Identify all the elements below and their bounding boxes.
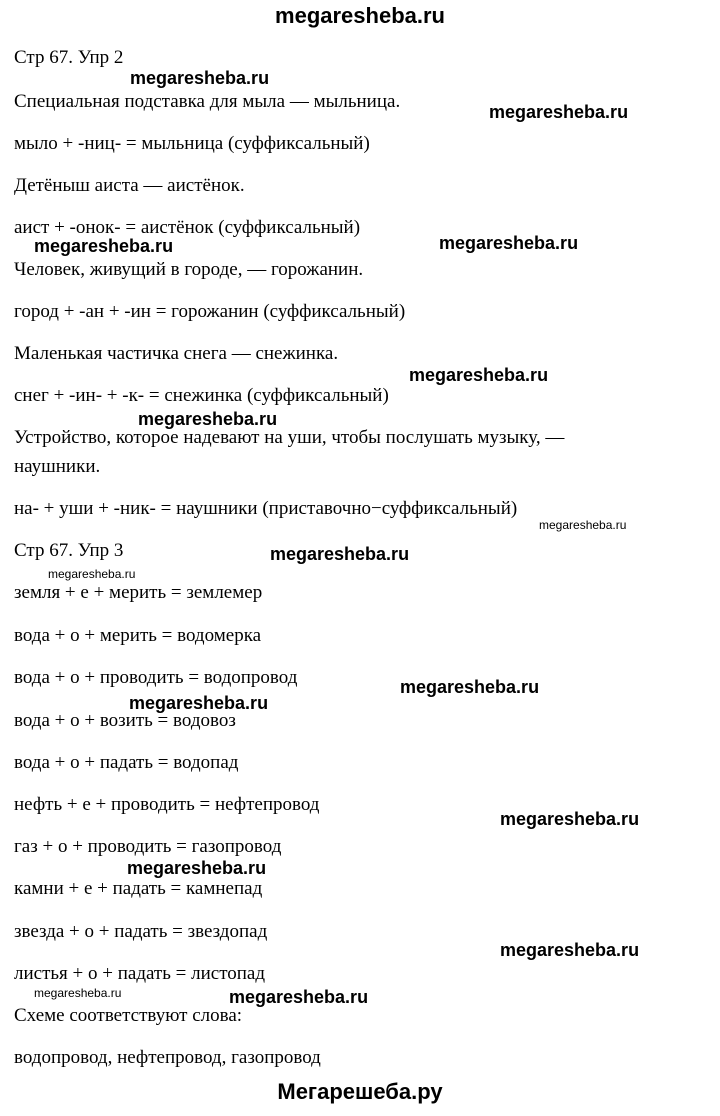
watermark: megaresheba.ru (500, 940, 640, 960)
watermark: megaresheba.ru (34, 986, 122, 1000)
text-line: Устройство, которое надевают на уши, чтобы послушать музыку, — (14, 427, 565, 448)
text-line: вода + о + проводить = водопровод (14, 667, 298, 688)
text-line: Схеме соответствуют слова: (14, 1005, 243, 1026)
watermark: megaresheba.ru (500, 809, 640, 829)
text-line: вода + о + мерить = водомерка (14, 625, 262, 646)
text-line: водопровод, нефтепровод, газопровод (14, 1047, 321, 1068)
exercise-title-3: Стр 67. Упр 3 (14, 540, 124, 561)
watermark: megaresheba.ru (439, 233, 579, 253)
text-line: Маленькая частичка снега — снежинка. (14, 343, 339, 364)
text-line: Человек, живущий в городе, — горожанин. (14, 259, 364, 280)
text-line: нефть + е + проводить = нефтепровод (14, 794, 320, 815)
text-line: Специальная подставка для мыла — мыльница. (14, 91, 401, 112)
watermark: megaresheba.ru (48, 567, 136, 581)
site-footer: Мегарешеба.ру (277, 1079, 443, 1104)
text-line: вода + о + падать = водопад (14, 752, 239, 773)
watermark: megaresheba.ru (34, 236, 174, 256)
text-line: город + -ан + -ин = горожанин (суффиксальный) (14, 301, 406, 322)
text-line: на- + уши + -ник- = наушники (приставочно−суффиксальный) (14, 498, 518, 519)
text-line: газ + о + проводить = газопровод (14, 836, 282, 857)
watermark: megaresheba.ru (129, 693, 269, 713)
text-line: вода + о + возить = водовоз (14, 710, 236, 731)
text-line: мыло + -ниц- = мыльница (суффиксальный) (14, 133, 370, 154)
text-line: наушники. (14, 456, 101, 477)
text-line: аист + -онок- = аистёнок (суффиксальный) (14, 217, 361, 238)
text-line: листья + о + падать = листопад (14, 963, 266, 984)
text-line: Детёныш аиста — аистёнок. (14, 175, 245, 196)
site-header: megaresheba.ru (275, 3, 445, 28)
watermark: megaresheba.ru (127, 858, 267, 878)
text-line: земля + е + мерить = землемер (14, 582, 263, 603)
watermark: megaresheba.ru (489, 102, 629, 122)
watermark: megaresheba.ru (130, 68, 270, 88)
watermark: megaresheba.ru (400, 677, 540, 697)
watermark: megaresheba.ru (138, 409, 278, 429)
text-line: звезда + о + падать = звездопад (14, 921, 268, 942)
watermark: megaresheba.ru (229, 987, 369, 1007)
watermark: megaresheba.ru (539, 518, 627, 532)
watermark: megaresheba.ru (270, 544, 410, 564)
watermark: megaresheba.ru (409, 365, 549, 385)
text-line: камни + е + падать = камнепад (14, 878, 263, 899)
text-line: снег + -ин- + -к- = снежинка (суффиксальный) (14, 385, 389, 406)
exercise-title-2: Стр 67. Упр 2 (14, 47, 124, 68)
